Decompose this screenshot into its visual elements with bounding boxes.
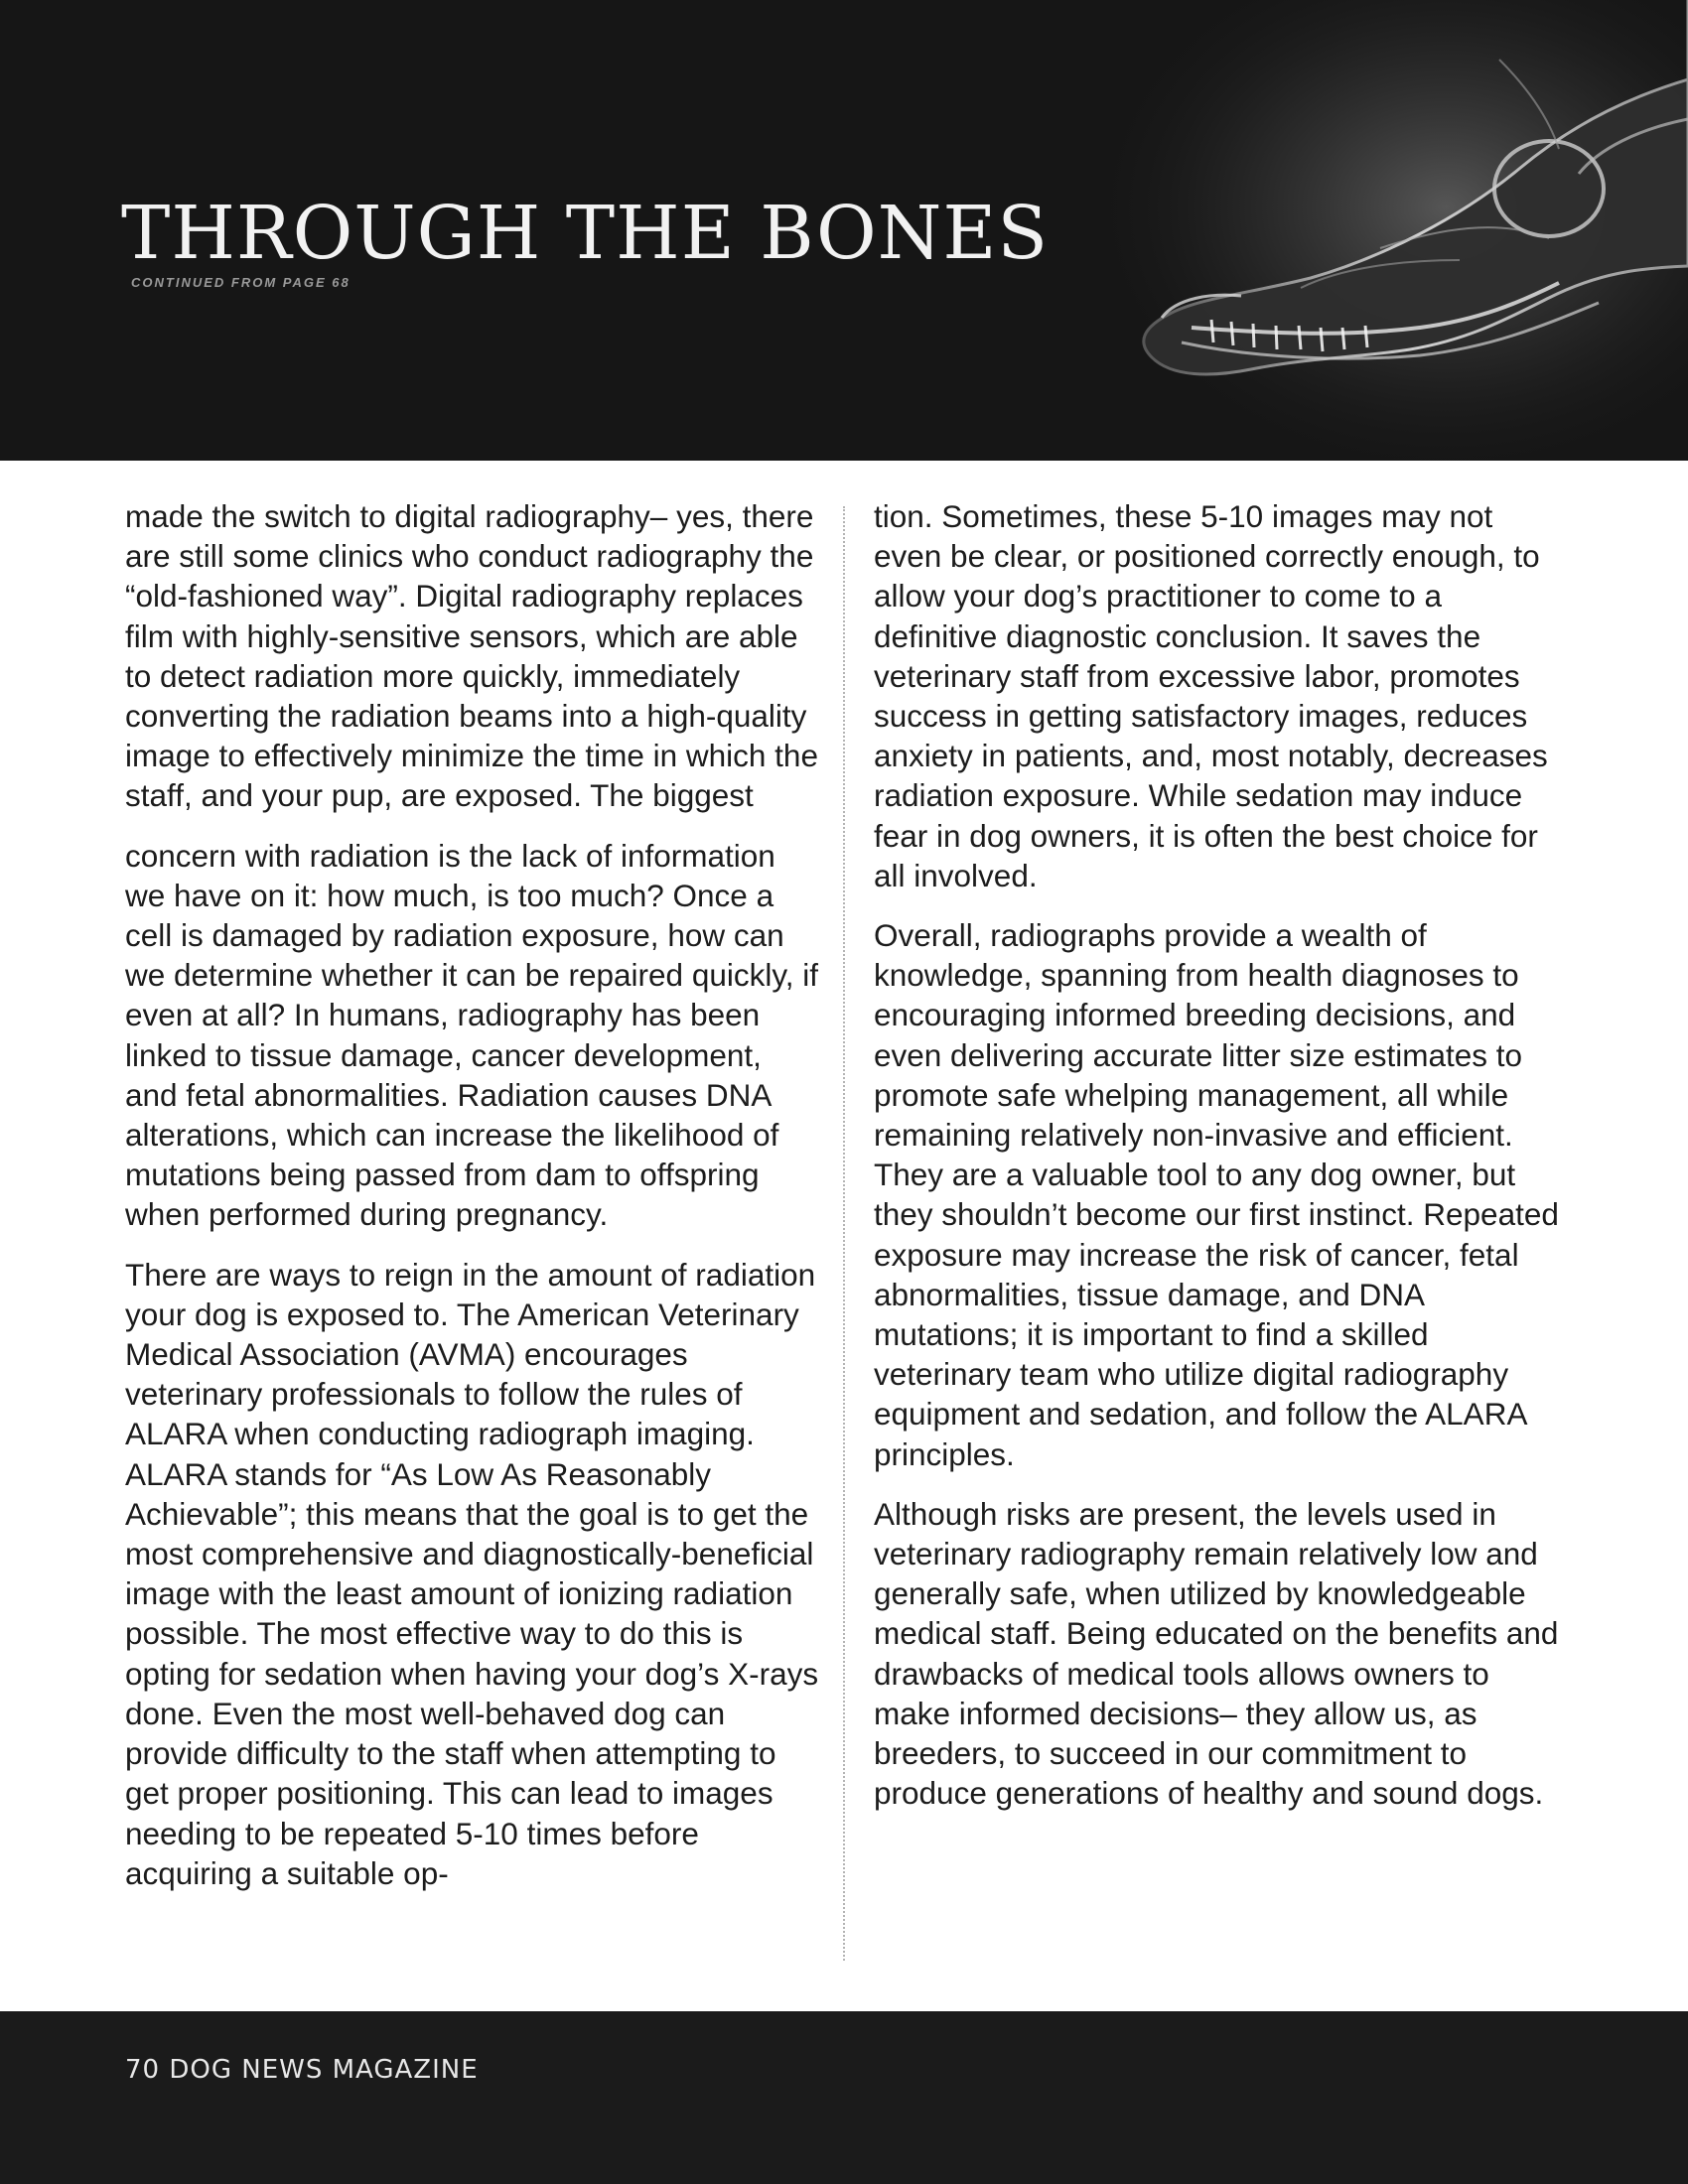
right-column (874, 496, 1569, 1834)
body-paragraph: tion. Sometimes, these 5-10 images may not even be clear, or positioned correctly enough, to allow your dog’s practitioner to come to a definitive diagnostic conclusion. It saves the veterinary staff from excessive labor, promotes success in getting satisfactory images, reduces anxiety in patients, and, most notably, decreases radiation exposure. While sedation may induce fear in dog owners, it is often the best choice for all involved. (874, 498, 1548, 893)
column-divider (843, 506, 845, 1961)
continued-from-note: CONTINUED FROM PAGE 68 (131, 275, 351, 290)
body-paragraph: There are ways to reign in the amount of radiation your dog is exposed to. The American Veterinary Medical Association (AVMA) encourages veterinary professionals to follow the rules of ALARA when conducting radiograph imaging. ALARA stands for “As Low As Reasonably Achievable”; this means that the goal is to get the most comprehensive and diagnostically-beneficial image with the least amount of ionizing radiation possible. The most effective way to do this is opting for sedation when having your dog’s X-rays done. Even the most well-behaved dog can provide difficulty to the staff when attempting to get proper positioning. This can lead to images needing to be repeated 5-10 times before acquiring a suitable op- (125, 1256, 819, 1891)
article-title: THROUGH THE BONES (121, 191, 1050, 276)
left-column (125, 496, 820, 1913)
body-paragraph: Although risks are present, the levels used in veterinary radiography remain relatively low and generally safe, when utilized by knowledgeable medical staff. Being educated on the benefits and drawbacks of medical tools allows owners to make informed decisions– they allow us, as breeders, to succeed in our commitment to produce generations of healthy and sound dogs. (874, 1495, 1559, 1812)
footer-bar (0, 2011, 1688, 2184)
page-footer-label: 70 DOG NEWS MAGAZINE (125, 2055, 479, 2085)
body-paragraph: concern with radiation is the lack of information we have on it: how much, is too much? Once a cell is damaged by radiation exposure, how can we determine whether it can be repaired quickly, if even at all? In humans, radiography has been linked to tissue damage, cancer development, and fetal abnormalities. Radiation causes DNA alterations, which can increase the likelihood of mutations being passed from dam to offspring when performed during pregnancy. (125, 837, 819, 1233)
dog-skull-xray-image (1082, 0, 1688, 461)
header-banner (0, 0, 1688, 461)
body-paragraph: made the switch to digital radiography– yes, there are still some clinics who conduct radiography the “old-fashioned way”. Digital radiography replaces film with highly-sensitive sensors, which are able to detect radiation more quickly, immediately converting the radiation beams into a high-quality image to effectively minimize the time in which the staff, and your pup, are exposed. The biggest (125, 498, 818, 814)
body-paragraph: Overall, radiographs provide a wealth of knowledge, spanning from health diagnoses to encouraging informed breeding decisions, and even delivering accurate litter size estimates to promote safe whelping management, all while remaining relatively non-invasive and efficient. They are a valuable tool to any dog owner, but they shouldn’t become our first instinct. Repeated exposure may increase the risk of cancer, fetal abnormalities, tissue damage, and DNA mutations; it is important to find a skilled veterinary team who utilize digital radiography equipment and sedation, and follow the ALARA principles. (874, 917, 1559, 1472)
